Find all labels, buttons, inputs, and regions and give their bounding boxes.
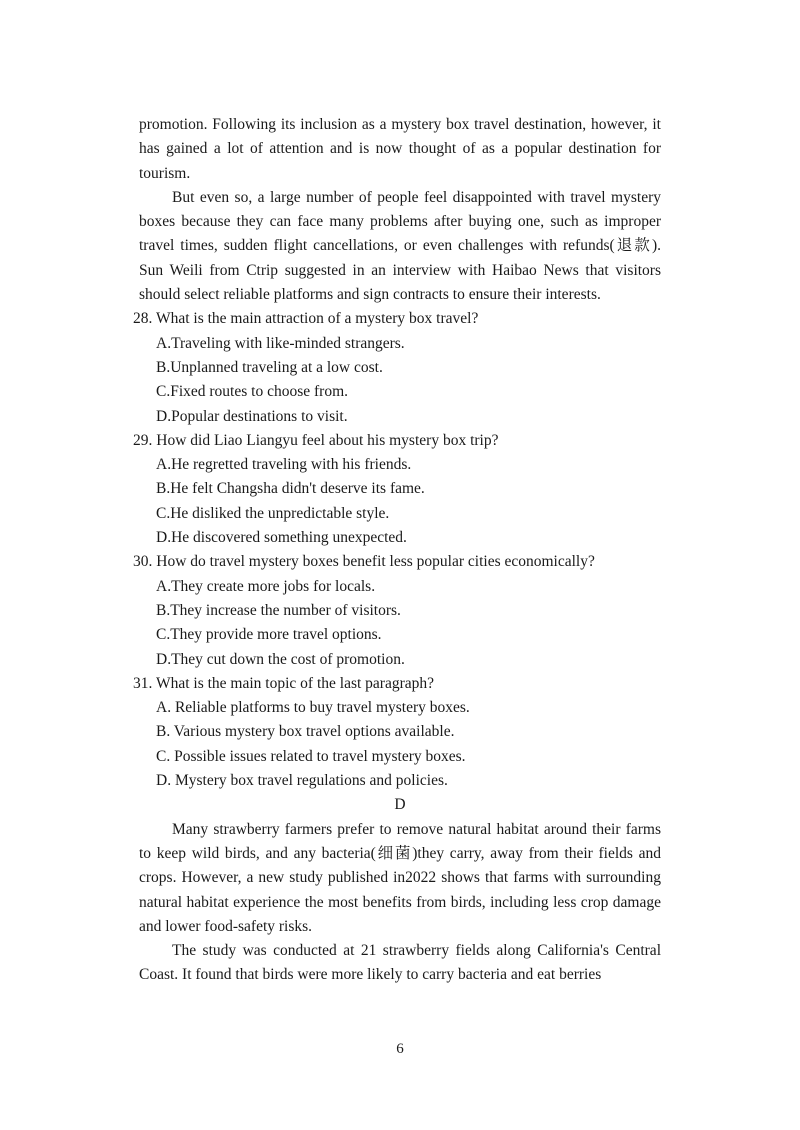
option-a: A.He regretted traveling with his friends.: [156, 456, 412, 474]
option-c: C.They provide more travel options.: [156, 626, 382, 644]
option-d: D.He discovered something unexpected.: [156, 529, 407, 547]
question-28: [133, 307, 661, 428]
paragraph-continued: promotion. Following its inclusion as a mystery box travel destination, however, it has gained a lot of attention and is now thought of as a popular destination for tourism.: [139, 116, 661, 182]
section-heading: D: [394, 796, 406, 814]
option-d: D. Mystery box travel regulations and policies.: [156, 772, 448, 790]
paragraph-refund-issues: But even so, a large number of people feel disappointed with travel mystery boxes because they can face many problems after buying one, such as improper travel times, sudden flight cancellations, or even challenges with refunds(退款). Sun Weili from Ctrip suggested in an interview with Haibao News that visitors should select reliable platforms and sign contracts to ensure their interests.: [139, 188, 661, 304]
option-a: A. Reliable platforms to buy travel mystery boxes.: [156, 699, 470, 717]
option-b: B. Various mystery box travel options available.: [156, 723, 455, 741]
option-a: A.They create more jobs for locals.: [156, 577, 376, 595]
option-d: D.Popular destinations to visit.: [156, 407, 348, 425]
option-a: A.Traveling with like-minded strangers.: [156, 334, 405, 352]
paragraph-strawberry-farmers: Many strawberry farmers prefer to remove natural habitat around their farms to keep wild birds, and any bacteria(细菌)they carry, away from their fields and crops. However, a new study published in2022 shows that farms with surrounding natural habitat experience the most benefits from birds, including less crop damage and lower food-safety risks.: [139, 820, 661, 935]
question-29: [133, 429, 661, 550]
question-31: [133, 672, 661, 793]
option-c: C.Fixed routes to choose from.: [156, 383, 349, 401]
option-b: B.They increase the number of visitors.: [156, 601, 401, 619]
question-stem: 28. What is the main attraction of a mystery box travel?: [133, 310, 479, 328]
question-stem: 30. How do travel mystery boxes benefit less popular cities economically?: [133, 553, 595, 571]
option-d: D.They cut down the cost of promotion.: [156, 650, 405, 668]
option-c: C.He disliked the unpredictable style.: [156, 504, 390, 522]
question-30: [133, 550, 661, 671]
question-stem: 31. What is the main topic of the last paragraph?: [133, 674, 435, 692]
page-number: 6: [396, 1041, 404, 1057]
paragraph-study: The study was conducted at 21 strawberry fields along California's Central Coast. It found that birds were more likely to carry bacteria and eat berries: [139, 942, 661, 984]
page-content: [133, 113, 661, 988]
option-c: C. Possible issues related to travel mystery boxes.: [156, 747, 466, 765]
question-stem: 29. How did Liao Liangyu feel about his mystery box trip?: [133, 431, 499, 449]
option-b: B.Unplanned traveling at a low cost.: [156, 358, 383, 376]
option-b: B.He felt Changsha didn't deserve its fame.: [156, 480, 425, 498]
